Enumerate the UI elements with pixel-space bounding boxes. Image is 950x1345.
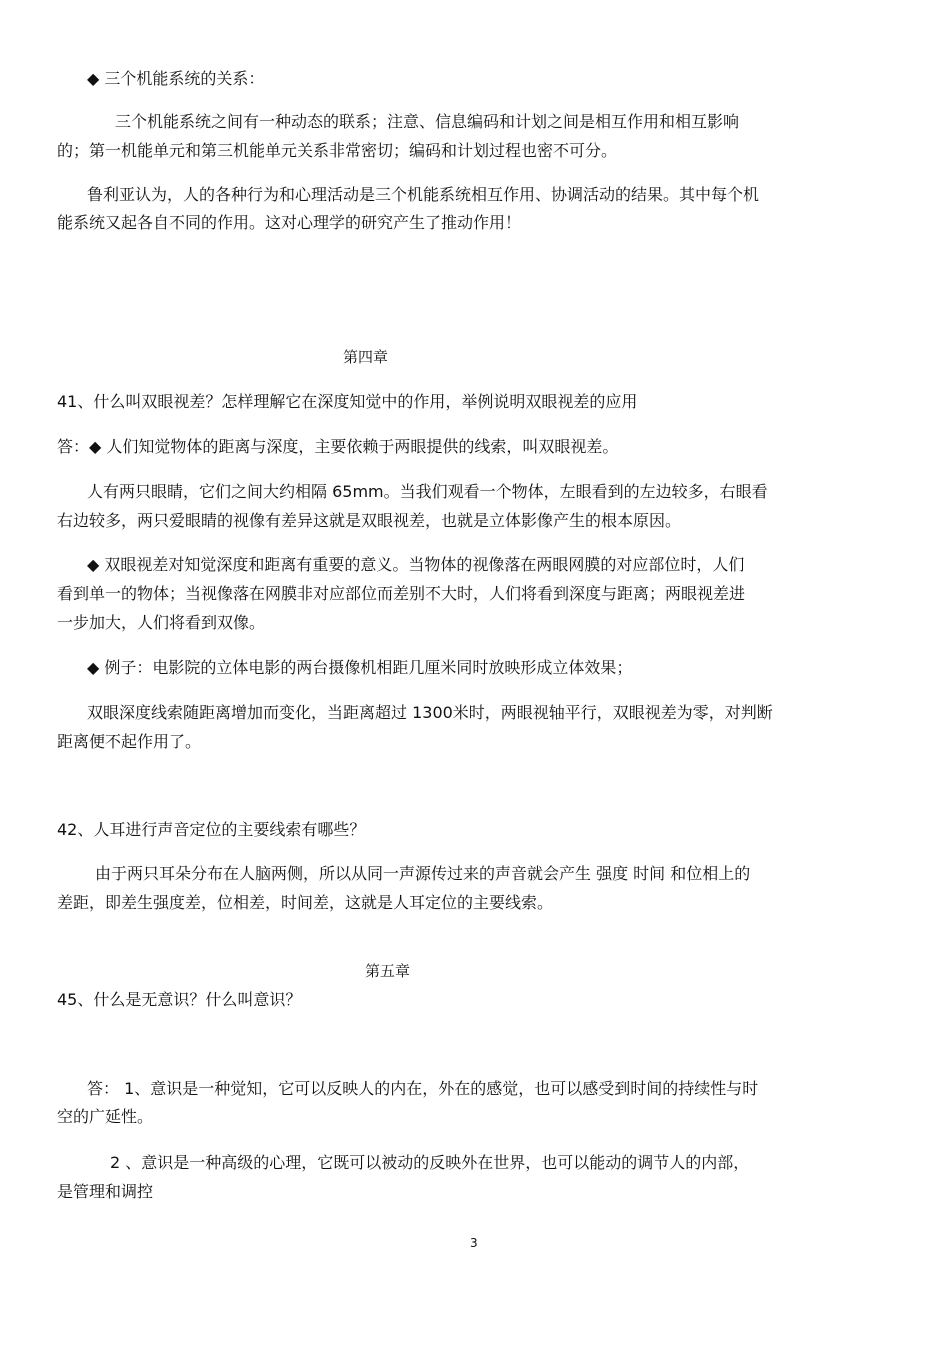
intro-paragraph-1-line-1: 三个机能系统之间有一种动态的联系；注意、信息编码和计划之间是相互作用和相互影响 — [115, 112, 740, 131]
bullet-heading: ◆ 三个机能系统的关系： — [87, 69, 265, 88]
answer-42-line-1: 由于两只耳朵分布在人脑两侧，所以从同一声源传过来的声音就会产生 强度 时间 和位相上的 — [95, 864, 751, 883]
intro-paragraph-2-line-1: 鲁利亚认为，人的各种行为和心理活动是三个机能系统相互作用、协调活动的结果。其中每个机 — [87, 185, 760, 204]
answer-41-line-1: 答：◆ 人们知觉物体的距离与深度，主要依赖于两眼提供的线索，叫双眼视差。 — [57, 437, 619, 456]
answer-45-item-1-line-2: 空的广延性。 — [57, 1107, 154, 1126]
question-42: 42、人耳进行声音定位的主要线索有哪些？ — [57, 820, 366, 839]
answer-45-item-2-line-2: 是管理和调控 — [57, 1182, 154, 1201]
chapter-5-title: 第五章 — [365, 962, 411, 980]
page-number: 3 — [470, 1236, 478, 1250]
answer-45-item-2-line-1: 2 、意识是一种高级的心理，它既可以被动的反映外在世界，也可以能动的调节人的内部， — [110, 1153, 750, 1172]
intro-paragraph-2-line-2: 能系统又起各自不同的作用。这对心理学的研究产生了推动作用！ — [57, 213, 522, 232]
answer-41-paragraph-2-line-1: ◆ 双眼视差对知觉深度和距离有重要的意义。当物体的视像落在两眼网膜的对应部位时，人们 — [87, 555, 745, 574]
question-45: 45、什么是无意识？什么叫意识？ — [57, 990, 302, 1009]
answer-41-paragraph-4-line-2: 距离便不起作用了。 — [57, 732, 202, 751]
answer-41-paragraph-2-line-3: 一步加大，人们将看到双像。 — [57, 613, 266, 632]
intro-paragraph-1-line-2: 的；第一机能单元和第三机能单元关系非常密切；编码和计划过程也密不可分。 — [57, 141, 618, 160]
answer-41-paragraph-4-line-1: 双眼深度线索随距离增加而变化，当距离超过 1300米时，两眼视轴平行，双眼视差为零，对判断 — [87, 703, 773, 722]
answer-41-example: ◆ 例子：电影院的立体电影的两台摄像机相距几厘米同时放映形成立体效果； — [87, 658, 633, 677]
chapter-4-title: 第四章 — [343, 348, 389, 366]
answer-41-paragraph-1-line-1: 人有两只眼睛，它们之间大约相隔 65mm。当我们观看一个物体，左眼看到的左边较多，右眼看 — [87, 482, 768, 501]
answer-41-paragraph-2-line-2: 看到单一的物体；当视像落在网膜非对应部位而差别不大时，人们将看到深度与距离；两眼视差进 — [57, 584, 746, 603]
answer-41-paragraph-1-line-2: 右边较多，两只爱眼睛的视像有差异这就是双眼视差，也就是立体影像产生的根本原因。 — [57, 511, 682, 530]
question-41: 41、什么叫双眼视差？怎样理解它在深度知觉中的作用，举例说明双眼视差的应用 — [57, 392, 638, 411]
answer-45-item-1-line-1: 答： 1、意识是一种觉知，它可以反映人的内在，外在的感觉，也可以感受到时间的持续性与时 — [87, 1079, 759, 1098]
answer-42-line-2: 差距，即差生强度差，位相差，时间差，这就是人耳定位的主要线索。 — [57, 893, 554, 912]
